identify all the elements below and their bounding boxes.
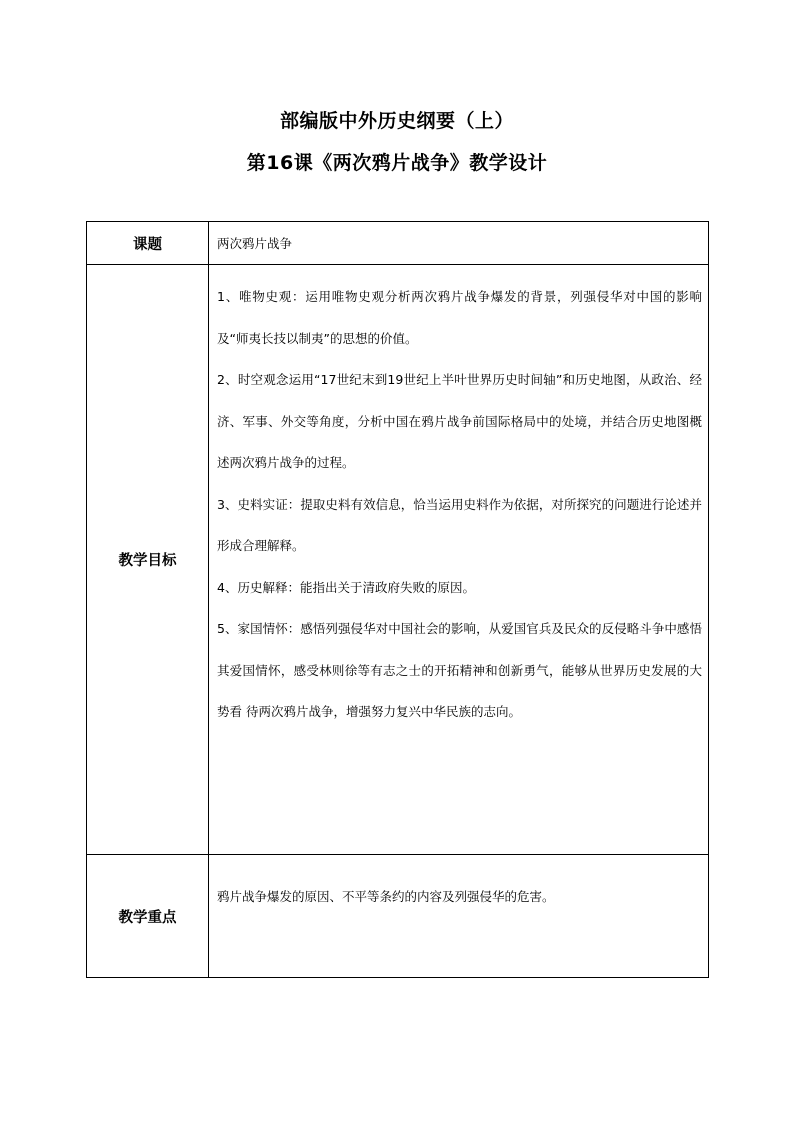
table-row-goals: [87, 265, 709, 855]
table-row-topic: [87, 222, 709, 265]
goal-item-4: 4、历史解释：能指出关于清政府失败的原因。: [217, 579, 475, 595]
goals-list: [217, 265, 702, 733]
topic-label: 课题: [87, 222, 209, 265]
focus-label: 教学重点: [87, 855, 209, 978]
goal-item-2: 2、时空观念运用“17世纪末到19世纪上半叶世界历史时间轴”和历史地图，从政治、经济、军事、外交等角度，分析中国在鸦片战争前国际格局中的处境，并结合历史地图概述两次鸦片战争的过程。: [217, 372, 702, 470]
goal-item-3: 3、史料实证：提取史料有效信息，恰当运用史料作为依据，对所探究的问题进行论述并形成合理解释。: [217, 496, 702, 553]
table-row-focus: [87, 855, 709, 978]
lesson-design-table: [86, 221, 709, 978]
goals-cell: [209, 265, 709, 855]
document-title: 部编版中外历史纲要（上）: [279, 110, 514, 132]
goal-item-5: 5、家国情怀：感悟列强侵华对中国社会的影响，从爱国官兵及民众的反侵略斗争中感悟其爱国情怀，感受林则徐等有志之士的开拓精神和创新勇气，能够从世界历史发展的大势看 待两次鸦片战争，增强努力复兴中华民族的志向。: [217, 621, 702, 719]
focus-value: 鸦片战争爆发的原因、不平等条约的内容及列强侵华的危害。: [217, 889, 555, 904]
focus-cell: [209, 855, 709, 978]
topic-value: 两次鸦片战争: [209, 222, 709, 265]
goals-label: 教学目标: [87, 265, 209, 855]
document-subtitle: 第16课《两次鸦片战争》教学设计: [246, 152, 548, 174]
goal-item-1: 1、唯物史观：运用唯物史观分析两次鸦片战争爆发的背景，列强侵华对中国的影响及“师夷长技以制夷”的思想的价值。: [217, 289, 702, 346]
